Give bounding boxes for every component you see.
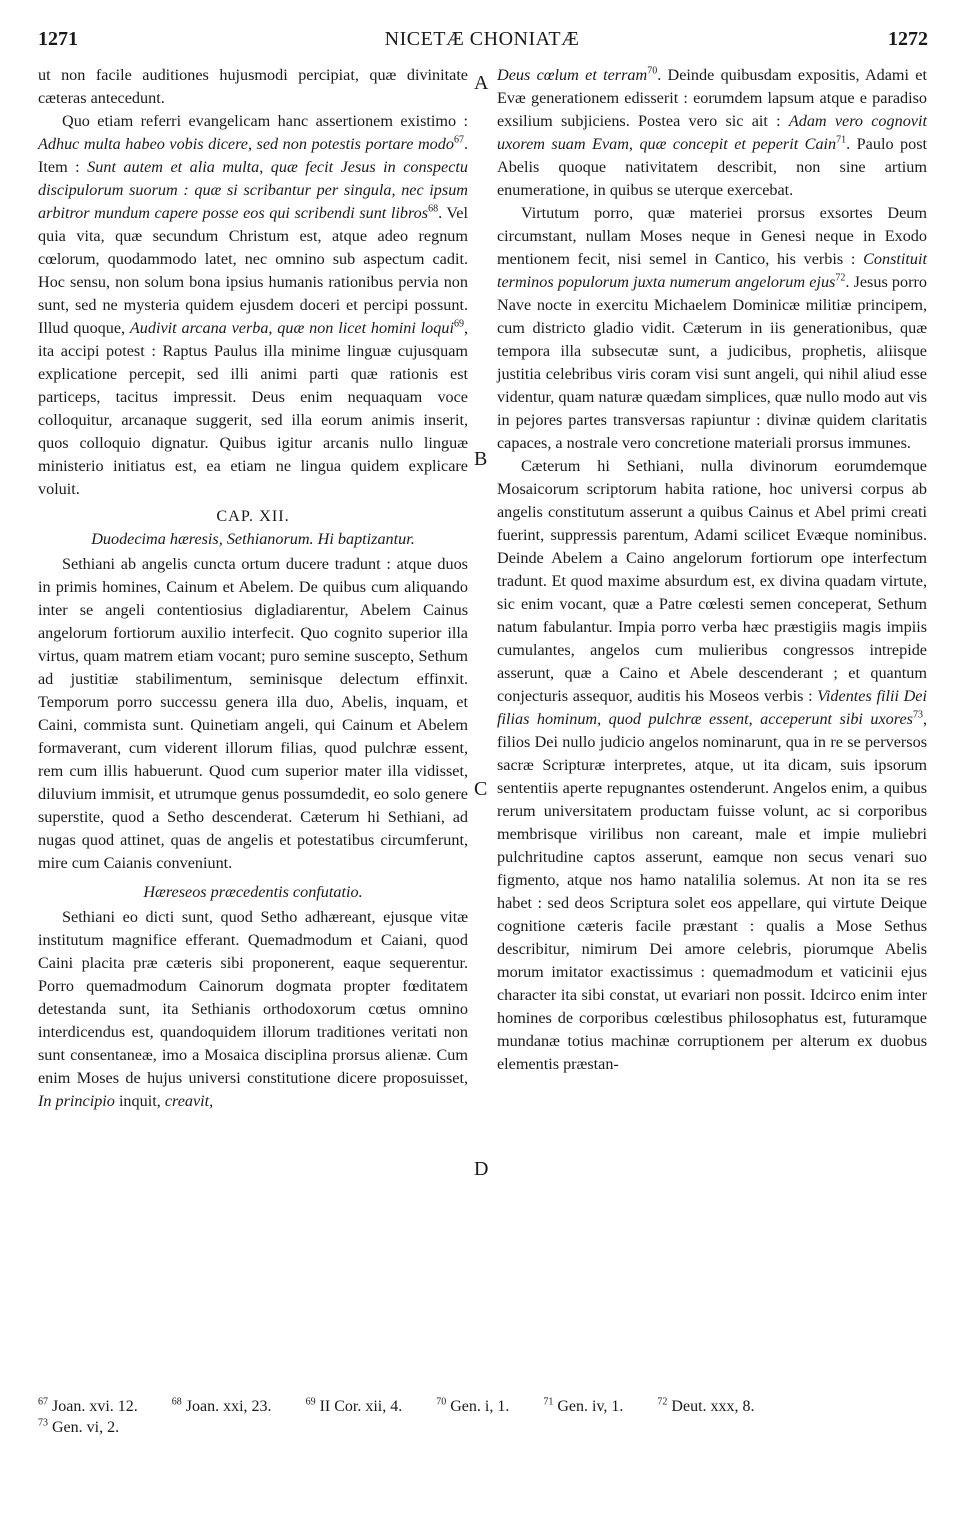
footnote: $^{70}$ Gen. i, 1. bbox=[436, 1396, 510, 1415]
paragraph: ut non facile auditiones hujusmodi percipiat, quæ divinitate cæteras antecedunt. bbox=[38, 66, 468, 107]
footnote-ref: 70 bbox=[647, 65, 658, 77]
paragraph: Quo etiam referri evangelicam hanc assertionem existimo : Adhuc multa habeo vobis dicere, sed non potestis portare modo$^{67}$. Item : Sunt autem et alia multa, quæ fecit Jesus in conspectu discipulorum suorum : quæ si scribantur per singula, nec ipsum arbitror mundum capere posse eos qui scribendi sunt libros$^{68}$. Vel quia vita, quæ secundum Christum est, atque adeo regnum cœlorum, quodammodo latet, nec omnino sub aspectum cadit. Hoc sensu, non solum bona ipsius humanis rationibus pervia non sunt, sed ne mysteria quidem ejusdem doceri et percipi possunt. Illud quoque, Audivit arcana verba, quæ non licet homini loqui$^{69}$, ita accipi potest : Raptus Paulus illa minime linguæ cujusquam explicatione percepit, sed illi animi parti quæ rationis est particeps, tacitus impressit. Deus enim nequaquam voce colloquitur, arcanaque suggerit, sed illa eorum animis inserit, quos colloquio dignatur. Quibus igitur arcanis nullo linguæ ministerio initiatus est, ea etiam ne lingua quidem explicare voluit. bbox=[38, 112, 468, 498]
footnote-ref: 67 bbox=[453, 134, 464, 146]
left-column bbox=[38, 64, 468, 1113]
footnote-ref: 71 bbox=[836, 134, 847, 146]
footnote-ref: 72 bbox=[835, 272, 846, 284]
paragraph: Deus cœlum et terram$^{70}$. Deinde quibusdam expositis, Adami et Evæ generationem edisserit : eorumdem lapsum atque e paradiso exsilium subjiciens. Postea vero sic ait : Adam vero cognovit uxorem suam Evam, quæ concepit et peperit Cain$^{71}$. Paulo post Abelis quoque nativitatem describit, non sine artium enumeratione, in quibus se uterque exercebat. bbox=[497, 65, 928, 199]
footnote-ref: 69 bbox=[453, 318, 464, 330]
footnote: $^{69}$ II Cor. xii, 4. bbox=[305, 1396, 403, 1415]
paragraph: Virtutum porro, quæ materiei prorsus exsortes Deum circumstant, nullam Moses neque in Genesi neque in Exodo mentionem fecit, nisi semel in Cantico, his verbis : Constituit terminos populorum juxta numerum angelorum ejus$^{72}$. Jesus porro Nave nocte in exercitu Michaelem Dominicæ militiæ principem, cum districto gladio vidit. Cæterum in iis generationibus, quæ tempora illa subsecutæ sunt, a judicibus, prophetis, aliisque justitia celebribus viris coram visi sunt angeli, qui nihil aliud esse videntur, quam naturæ quædam simplices, quæ nullo modo aut vis in pejores partes transversas rapiuntur : divinæ quidem claritatis capaces, a nostrale vero concretione materiali prorsus immunes. bbox=[497, 204, 927, 452]
margin-mark-a: A bbox=[474, 72, 489, 94]
paragraph: Sethiani eo dicti sunt, quod Setho adhæreant, ejusque vitæ institutum magnifice efferant. Quemadmodum et Caiani, quod Caini placita præ cæteris sibi proponerent, eaque sequerentur. Porro quemadmodum Cainorum dogmata propter fœditatem detestanda sunt, ita Sethianis orthodoxorum cœtus omnino interdicendus est, quandoquidem illorum traditiones veritati non sunt consentaneæ, imo a Mosaica disciplina prorsus alienæ. Cum enim Moses de hujus universi constitutione dicere proposuisset, In principio inquit, creavit, bbox=[38, 908, 468, 1110]
right-column bbox=[497, 64, 927, 1076]
chapter-subtitle: Duodecima hæresis, Sethianorum. Hi baptizantur. bbox=[91, 530, 415, 548]
footnote: $^{72}$ Deut. xxx, 8. bbox=[657, 1396, 755, 1415]
margin-mark-c: C bbox=[474, 778, 488, 800]
footnote-ref: 73 bbox=[912, 709, 923, 721]
page-number-left: 1271 bbox=[38, 28, 78, 50]
footnote: $^{67}$ Joan. xvi. 12. bbox=[38, 1396, 138, 1415]
footnote: $^{71}$ Gen. iv, 1. bbox=[543, 1396, 624, 1415]
footnote: $^{73}$ Gen. vi, 2. bbox=[38, 1417, 120, 1436]
running-title: NICETÆ CHONIATÆ bbox=[384, 28, 580, 50]
footnotes bbox=[38, 1396, 928, 1438]
margin-mark-d: D bbox=[474, 1158, 489, 1180]
paragraph: Sethiani ab angelis cuncta ortum ducere tradunt : atque duos in primis homines, Cainum et Abelem. De quibus cum aliquando inter se angeli contentiosius digladiarentur, Abelem Cainus angelorum fortiorum auxilio interfecit. Quo cognito superior illa virtus, quam matrem etiam vocant; puro semine suscepto, Sethum ad justitiæ stabilimentum, seminisque delectum effinxit. Temporum porro successu genera illa duo, Abelis, inquam, et Caini, commista sunt. Quinetiam angeli, qui Cainum et Abelem formaverant, cum viderent illorum filias, quod pulchræ essent, rem cum illis habuerunt. Quod cum superior mater illa vidisset, diluvium immisit, et utrumque genus possumdedit, eo solo genere superstite, quod a Setho descenderat. Cæterum hi Sethiani, ad nugas quod attinet, quas de angelis et potestatibus circumferunt, mire cum Caianis conveniunt. bbox=[38, 555, 468, 872]
page-number-right: 1272 bbox=[888, 28, 928, 50]
footnote: $^{68}$ Joan. xxi, 23. bbox=[171, 1396, 272, 1415]
margin-mark-b: B bbox=[474, 448, 488, 470]
section-heading: Hæreseos præcedentis confutatio. bbox=[143, 883, 363, 901]
footnote-ref: 68 bbox=[428, 203, 439, 215]
chapter-heading: CAP. XII. bbox=[216, 507, 290, 525]
paragraph: Cæterum hi Sethiani, nulla divinorum eorumdemque Mosaicorum scriptorum habita ratione, hoc universi corpus ab angelis constitutum asserunt a quibus Cainus et Abel primi creati fuerint, suppressis parentum, Adami scilicet Evæque nominibus. Deinde Abelem a Caino angelorum fortiorum ope interfectum tradunt. Et quod maxime absurdum est, ex divina quadam virtute, sic enim vocant, quæ a Patre cœlesti semen conceperat, Sethum natum fabulantur. Impia porro verba hæc præstigiis magis impiis cumulantes, angelos cum mulieribus congressos intrepide asserunt, quæ a Caino et Abele descenderant ; et quantum conjecturis assequor, auditis his Moseos verbis : Videntes filii Dei filias hominum, quod pulchræ essent, acceperunt sibi uxores$^{73}$, filios Dei nullo judicio angelos nominarunt, qua in re se perversos sacræ Scripturæ interpretes, atque, ut ita dicam, suis ipsorum sententiis aperte repugnantes ostenderunt. Angelos enim, a quibus rerum universitatem productam fuisse volunt, ac si corporibus membrisque virilibus non careant, male et impie muliebri pulchritudine captos asserunt, eamque non secus venari suo figmento, atque nos hamo natalilia solemus. At non ita se res habet : sed deos Scriptura solet eos appellare, qui virtute Deique cognitione cæteris facile præstant : qualis a Mose Sethus describitur, nimirum Dei amore celebris, piorumque Abelis morum imitator exactissimus : quemadmodum et vaticinii ejus character ita sibi constat, ut evariari non possit. Idcirco enim inter homines de corporibus cœlestibus philosophatus est, futuramque mundanæ totius machinæ corruptionem per alterum ex duobus elementis præstan- bbox=[497, 457, 927, 1073]
